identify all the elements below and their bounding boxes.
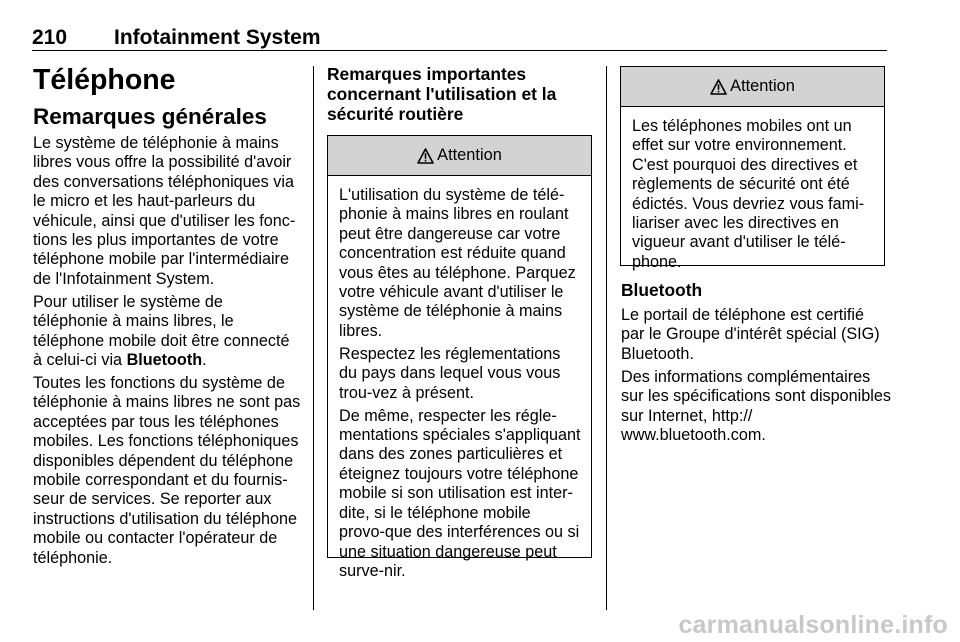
attention-body bbox=[328, 176, 591, 595]
column1-body bbox=[33, 134, 301, 571]
subsection-heading: Remarques importantes concernant l'utilisation et la sécurité routière bbox=[327, 64, 557, 124]
paragraph: Le portail de téléphone est certifié par le Groupe d'intérêt spécial (SIG) Bluetooth. bbox=[621, 306, 880, 363]
attention-paragraph: Respectez les réglementations du pays dans lequel vous vous trou-vez à présent. bbox=[339, 344, 561, 402]
warning-triangle-icon bbox=[417, 148, 434, 164]
attention-header bbox=[621, 67, 884, 107]
bluetooth-heading: Bluetooth bbox=[621, 280, 703, 300]
attention-title: Attention bbox=[730, 77, 795, 95]
paragraph-text: Pour utiliser le système de téléphonie à mains libres, le téléphone mobile doit être connecté à celui-ci via bbox=[33, 292, 290, 369]
section-title: Infotainment System bbox=[114, 26, 321, 49]
column-divider bbox=[313, 66, 314, 610]
attention-box bbox=[327, 135, 592, 580]
attention-box bbox=[620, 66, 885, 271]
attention-header bbox=[328, 136, 591, 176]
attention-body bbox=[621, 107, 884, 286]
page-number: 210 bbox=[32, 26, 68, 49]
attention-paragraph: L'utilisation du système de télé-phonie à mains libres en roulant peut être dangereuse car votre concentration est réduite quand vous êtes au téléphone. Parquez votre véhicule avant d'utiliser le système de téléphonie à mains libres. bbox=[339, 186, 576, 340]
watermark: carmanualsonline.info bbox=[678, 611, 948, 639]
warning-triangle-icon bbox=[710, 79, 727, 95]
column-divider bbox=[606, 66, 607, 610]
attention-title: Attention bbox=[437, 146, 502, 164]
bluetooth-keyword: Bluetooth bbox=[126, 350, 203, 369]
attention-paragraph: De même, respecter les régle-mentations spéciales s'appliquant dans des zones particulières et éteignez toujours votre téléphone mobile si son utilisation est inter-dite, si le téléphone mobile provo-que des interférences ou si une situation dangereuse peut surve-nir. bbox=[339, 406, 581, 580]
header-rule bbox=[32, 50, 887, 51]
subsection-heading: Remarques générales bbox=[33, 104, 267, 129]
page-header bbox=[32, 26, 887, 52]
page-title: Téléphone bbox=[33, 64, 176, 96]
paragraph-end: . bbox=[202, 350, 207, 369]
paragraph: Des informations complémentaires sur les spécifications sont disponibles sur Internet, http:// www.bluetooth.com. bbox=[621, 367, 891, 445]
attention-paragraph: Les téléphones mobiles ont un effet sur votre environnement. C'est pourquoi des directives et règlements de sécurité ont été édictés. Vous devriez vous fami-liariser avec les directives en vigueur avant d'utiliser le télé-phone. bbox=[632, 117, 865, 271]
paragraph bbox=[33, 293, 301, 371]
column3-body bbox=[621, 306, 891, 449]
paragraph: Toutes les fonctions du système de téléphonie à mains libres ne sont pas acceptées par tous les téléphones mobiles. Les fonctions téléphoniques disponibles dépendent du téléphone mobile correspondant et du fournis-seur de services. Se reporter aux instructions d'utilisation du téléphone mobile ou contacter l'opérateur de téléphonie. bbox=[33, 373, 301, 567]
paragraph: Le système de téléphonie à mains libres vous offre la possibilité d'avoir des conversations téléphoniques via le micro et les haut-parleurs du véhicule, ainsi que d'utiliser les fonc-tions les plus importantes de votre téléphone mobile par l'intermédiaire de l'Infotainment System. bbox=[33, 134, 296, 288]
